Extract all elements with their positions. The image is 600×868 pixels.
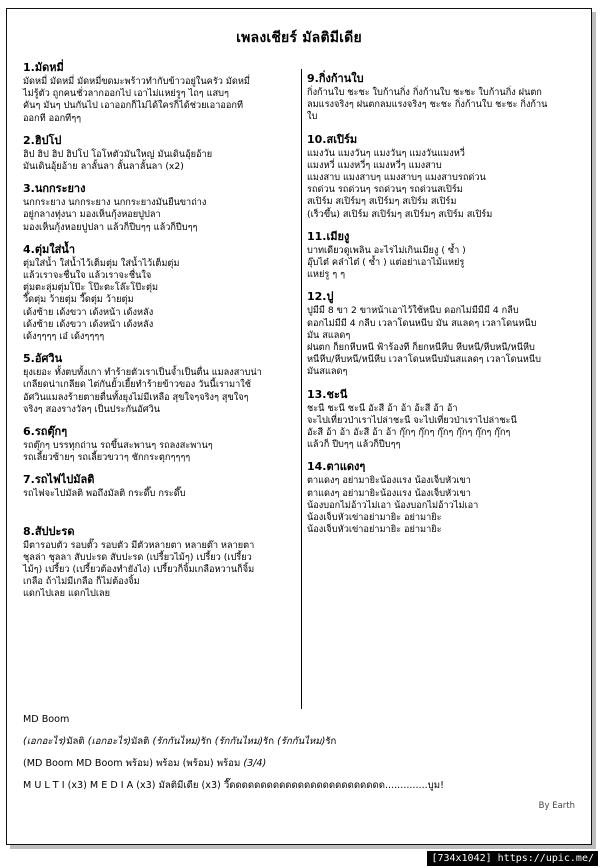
song-title: 11.เมียงู bbox=[307, 229, 350, 243]
left-column bbox=[23, 61, 293, 610]
chant-line-4: M U L T I (x3) M E D I A (x3) มัลติมีเดีย (x3) วี๊ดดดดดดดดดดดดดดดดดดดดดดดดด..............บูม! bbox=[23, 780, 444, 791]
song-lyrics: ชะนี ชะนี ชะนี อัะสี อ้า อ้า อ้ะสี อ้า อ้า จะไปเที่ยวป่าเราไปล่าชะนี จะไปเที่ยวป่าเราไปล่าชะนี อัะสี อ้า อ้า อัะสี อ้า อ้า กุ๊กๆ กุ๊กๆ กุ๊กๆ กุ๊กๆ กุ๊กๆ กุ๊กๆ แล้วก็ ปีบๆๆ แล้วก็ปีบๆๆ bbox=[307, 402, 517, 451]
song-lyrics: ตุ่มใส่น้ำ ใส่น้ำไว้เต็มตุ่ม ใส่น้ำไว้เต็มตุ่ม แล้วเราจะชื่นใจ แล้วเราจะชื่นใจ ตุ่มตะลุ่มตุ่มโป๊ะ โป๊ะตะโล๊ะโป๊ะตุ่ม วี๊ดตุ่ม ว้ายตุ่ม วี๊ดตุ่ม ว้ายตุ่ม เด้งซ้าย เด้งขวา เด้งหน้า เด้งหลัง เด้งซ้าย เด้งขวา เด้งหน้า เด้งหลัง เด้งๆๆๆๆ เอ๋ เด้งๆๆๆๆ bbox=[23, 257, 180, 343]
chant-part: รัก bbox=[200, 736, 215, 747]
song-title: 7.รถไฟไปมัลติ bbox=[23, 473, 95, 487]
song-section bbox=[307, 460, 587, 536]
song-title: 13.ชะนี bbox=[307, 387, 348, 401]
song-title: 10.สเปิร์ม bbox=[307, 132, 358, 146]
song-lyrics: กิ่งก้านใบ ชะชะ ใบก้านกิ่ง กิ่งก้านใบ ชะชะ ใบก้านกิ่ง ฝนตก ลมแรงจริงๆ ฝนตกลมแรงจริงๆ ชะชะ กิ่งก้านใบ ชะชะ กิ่งก้าน ใบ bbox=[307, 87, 548, 123]
chant-part: (รักกันไหม) bbox=[214, 736, 264, 747]
song-section bbox=[23, 134, 293, 173]
song-lyrics: แมงวัน แมงวันๆ แมงวันๆ แมงวันแมงหวี่ แมงหวี่ แมงหวี่ๆ แมงหวี่ๆ แมงสาบ แมงสาบ แมงสาบๆ แมงสาบๆ แมงสาบรถด่วน รถด่วน รถด่วนๆ รถด่วนๆ รถด่วนสเปิร์ม สเปิร์ม สเปิร์มๆ สเปิร์มๆ สเปิร์ม สเปิร์ม (เร็วขึ้น) สเปิร์ม สเปิร์มๆ สเปิร์มๆ สเปิร์ม สเปิร์ม bbox=[307, 147, 493, 220]
chant-part: รัก bbox=[325, 736, 337, 747]
song-lyrics: รถไฟจะไปมัลติ พอถึงมัลติ กระดึ๊บ กระดึ๊บ bbox=[23, 488, 186, 500]
song-section bbox=[307, 290, 587, 378]
chant-line-2 bbox=[23, 735, 588, 757]
song-sheet bbox=[6, 8, 592, 845]
chant-part: (เอกอะไร) bbox=[87, 736, 131, 747]
chant-part: (MD Boom MD Boom bbox=[23, 758, 126, 769]
chant-part: (รักกันไหม) bbox=[152, 736, 201, 747]
chant-part: (เอกอะไร) bbox=[23, 736, 67, 747]
song-lyrics: ยุงเยอะ ทั้งตบทั้งเกา ทำร้ายตัวเราเป็นจ้ำเป็นตื่น แมลงสาบน่า เกลียดน่าเกลียด ไต่กันยั้วเยี้ยทำร้ายข้าวของ วันนี้เรามาใช้ อัศวินแมลงร้ายตายตื่นทั้งยุงไม่มีเหลือ สุขใจๆจริงๆ สุขใจๆ จริงๆ สองรางวัลๆ เป็นประกันอัศวิน bbox=[23, 367, 262, 415]
chant-part: (พร้อม) bbox=[182, 758, 217, 769]
song-section bbox=[307, 133, 587, 221]
song-title: 1.มัดหมี่ bbox=[23, 61, 64, 74]
page-title: เพลงเชียร์ มัลติมีเดีย bbox=[236, 30, 362, 46]
image-host-watermark: [734x1042] https://upic.me/ bbox=[427, 851, 598, 866]
song-lyrics: มีตารอบตัว รอบตั๊ว รอบตัว มีตัวหลายตา หลายต๊า หลายตา ชุลล่า ชุลลา สับปะรด สับปะรด (เปรี้ยวไม้ๆ) เปรี้ยว (เปรี้ยว ไม้ๆ) เปรี้ยว (เปรี้ยวต้องทำยังไง) เปรี้ยวก็จิ้มเกลือหวานก็จิ้ม เกลือ ถ้าไม่มีเกลือ ก็ไม่ต้องจิ้ม แดกไปเลย แดกไปเลย bbox=[23, 539, 255, 600]
song-section bbox=[23, 61, 293, 125]
song-section bbox=[23, 182, 293, 234]
song-section bbox=[23, 352, 293, 416]
song-title: 5.อัศวิน bbox=[23, 352, 63, 366]
chant-part: (รักกันไหม) bbox=[277, 736, 326, 747]
song-lyrics: นกกระยาง นกกระยาง นกกระยางมันยืนขาถ่าง อยู่กลางทุ่งนา มองเห็นกุ้งหอยปูปลา มองเห็นกุ้งหอยปูปลา แล้วก็ปีบๆๆ แล้วก็ปีบๆๆ bbox=[23, 197, 207, 233]
chant-footer bbox=[23, 713, 588, 801]
song-section bbox=[307, 72, 587, 124]
song-title: 9.กิ่งก้านใบ bbox=[307, 72, 364, 85]
chant-part: (3/4) bbox=[243, 758, 267, 769]
song-section bbox=[23, 473, 293, 500]
author-credit: By Earth bbox=[538, 801, 575, 811]
song-lyrics: ปูมีมี 8 ขา 2 ขาหน้าเอาไว้ใช้หนีบ ดอกไม่มีมีมี 4 กลีบ ดอกไม่มีมี 4 กลีบ เวลาโดนหนีบ มัน สแลดๆ เวลาโดนหนีบ มัน สแลดๆ ฝนตก ก็ยกหีบหนี ฟ้าร้องที ก็ยกหนีหีบ หีบหนี/หีบหนี/หนีหีบ หนีหีบ/หีบหนี/หนีหีบ เวลาโดนหนีบมันสแลดๆ เวลาโดนหนีบ มันสแลดๆ bbox=[307, 305, 541, 378]
song-lyrics: บาทเดียวดูเพลิน อะไรไม่เกินเมียงู ( ซ้ำ ) อุ๊บไต๋ คล๋าไต๋ ( ซ้ำ ) แต่อย่าเอาไม้แหย่รู แหย่รู ๆ ๆ bbox=[307, 244, 466, 281]
song-lyrics: ฮิป ฮิป ฮิป ฮิปโป โอโหตัวมันใหญ่ มันเดินอุ้ยอ้าย มันเดินอุ้ยอ้าย ลาลั้นลา ลั้นลาลั้นลา (x2) bbox=[23, 148, 213, 173]
song-lyrics: มัดหมี่ มัดหมี่ มัดหมี่ขดมะพร้าวทำกับข้าวอยู่ในครัว มัดหมี่ ไม่รู้ตัว ถูกคนชั่วลากออกไป เอาไม่แหย่รูๆ ไถๆ แสบๆ คันๆ มันๆ ปนกันไป เอาออกก็ไม่ได้ใครก็ได้ช่วยเอาออกที ออกที ออกทีๆๆ bbox=[23, 76, 250, 124]
chant-part: ) พร้อม bbox=[149, 758, 183, 769]
chant-part: พร้อม bbox=[216, 758, 244, 769]
song-lyrics: รถตุ๊กๆ บรรทุกถ่าน รถขึ้นสะพานๆ รถลงสะพานๆ รถเลี้ยวซ้ายๆ รถเลี้ยวขวาๆ ชักกระตุกๆๆๆๆ bbox=[23, 440, 213, 464]
song-title: 4.ตุ่มใส่น้ำ bbox=[23, 242, 76, 256]
chant-line-1: MD Boom bbox=[23, 714, 70, 725]
chant-line-3 bbox=[23, 757, 588, 779]
song-title: 2.ฮิปโป bbox=[23, 133, 62, 147]
song-section bbox=[23, 525, 293, 601]
chant-part: มัลติ bbox=[66, 736, 88, 747]
song-title: 3.นกกระยาง bbox=[23, 182, 86, 196]
chant-part: พร้อม bbox=[125, 758, 150, 769]
song-lyrics: ตาแดงๆ อย่ามายิะน้องแรง น้องเจ็บหัวเขา ตาแดงๆ อย่ามายิะน้องแรง น้องเจ็บหัวเขา น้องบอกไม่อ้าวไม่เอา น้องบอกไม่อ้าวไม่เอา น้องเจ็บหัวเข่าอย่ามายิะ อย่ามายิะ น้องเจ็บหัวเข่าอย่ามายิะ อย่ามายิะ bbox=[307, 475, 479, 536]
song-title: 6.รถตุ๊กๆ bbox=[23, 425, 68, 439]
song-title: 8.สัปปะรด bbox=[23, 524, 75, 538]
song-title: 14.ตาแดงๆ bbox=[307, 460, 366, 474]
chant-part: มัลติ bbox=[130, 736, 153, 747]
song-section bbox=[307, 388, 587, 452]
right-column bbox=[307, 72, 587, 545]
song-section bbox=[23, 243, 293, 343]
song-title: 12.ปู bbox=[307, 290, 334, 304]
chant-part: รัก bbox=[263, 736, 278, 747]
column-divider bbox=[301, 69, 302, 709]
song-section bbox=[307, 230, 587, 282]
song-section bbox=[23, 425, 293, 464]
